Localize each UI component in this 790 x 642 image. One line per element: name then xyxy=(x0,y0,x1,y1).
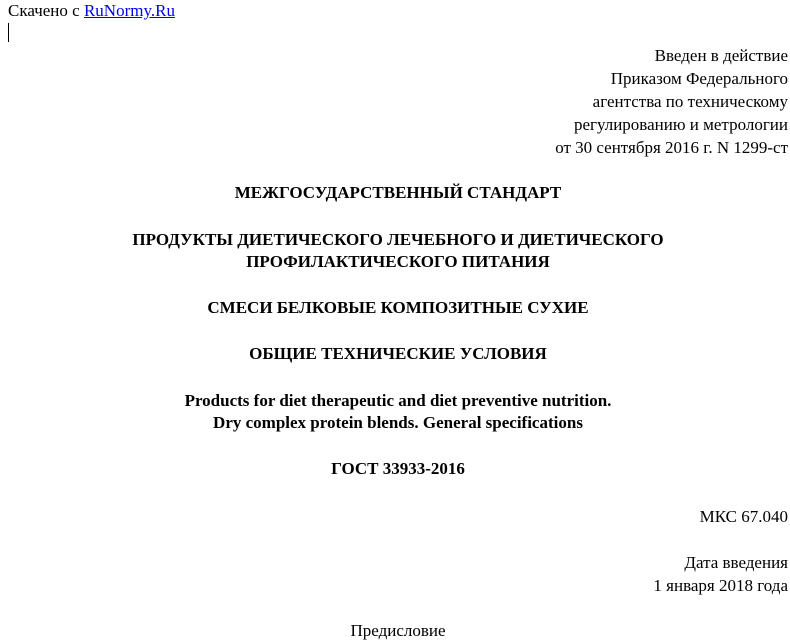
title-line: ПРОФИЛАКТИЧЕСКОГО ПИТАНИЯ xyxy=(246,252,550,271)
english-title-line: Dry complex protein blends. General specifications xyxy=(213,413,583,432)
standard-title xyxy=(0,229,790,273)
source-line xyxy=(8,1,175,21)
approval-line: регулированию и метрологии xyxy=(573,115,788,134)
approval-line: Введен в действие xyxy=(654,46,788,65)
text-cursor xyxy=(8,23,9,42)
english-title-line: Products for diet therapeutic and diet preventive nutrition. xyxy=(184,391,612,410)
mks-code-text: МКС 67.040 xyxy=(699,507,788,526)
approval-line: Приказом Федерального xyxy=(610,69,788,88)
standard-conditions: ОБЩИЕ ТЕХНИЧЕСКИЕ УСЛОВИЯ xyxy=(249,344,547,363)
english-title xyxy=(0,390,790,434)
gost-number: ГОСТ 33933-2016 xyxy=(331,459,465,478)
introduction-date-block xyxy=(653,551,788,597)
source-prefix: Скачено с xyxy=(8,1,84,20)
source-link[interactable]: RuNormy.Ru xyxy=(83,1,175,20)
standard-type: МЕЖГОСУДАРСТВЕННЫЙ СТАНДАРТ xyxy=(234,183,562,202)
introduction-date-label: Дата введения xyxy=(684,553,788,572)
standard-subtitle: СМЕСИ БЕЛКОВЫЕ КОМПОЗИТНЫЕ СУХИЕ xyxy=(207,298,589,317)
foreword-heading: Предисловие xyxy=(350,621,446,640)
title-line: ПРОДУКТЫ ДИЕТИЧЕСКОГО ЛЕЧЕБНОГО И ДИЕТИЧЕСКОГО xyxy=(132,230,664,249)
approval-block xyxy=(555,44,788,159)
introduction-date-value: 1 января 2018 года xyxy=(653,576,788,595)
approval-line: агентства по техническому xyxy=(592,92,788,111)
mks-code xyxy=(700,505,788,528)
approval-line: от 30 сентября 2016 г. N 1299-ст xyxy=(555,138,788,157)
